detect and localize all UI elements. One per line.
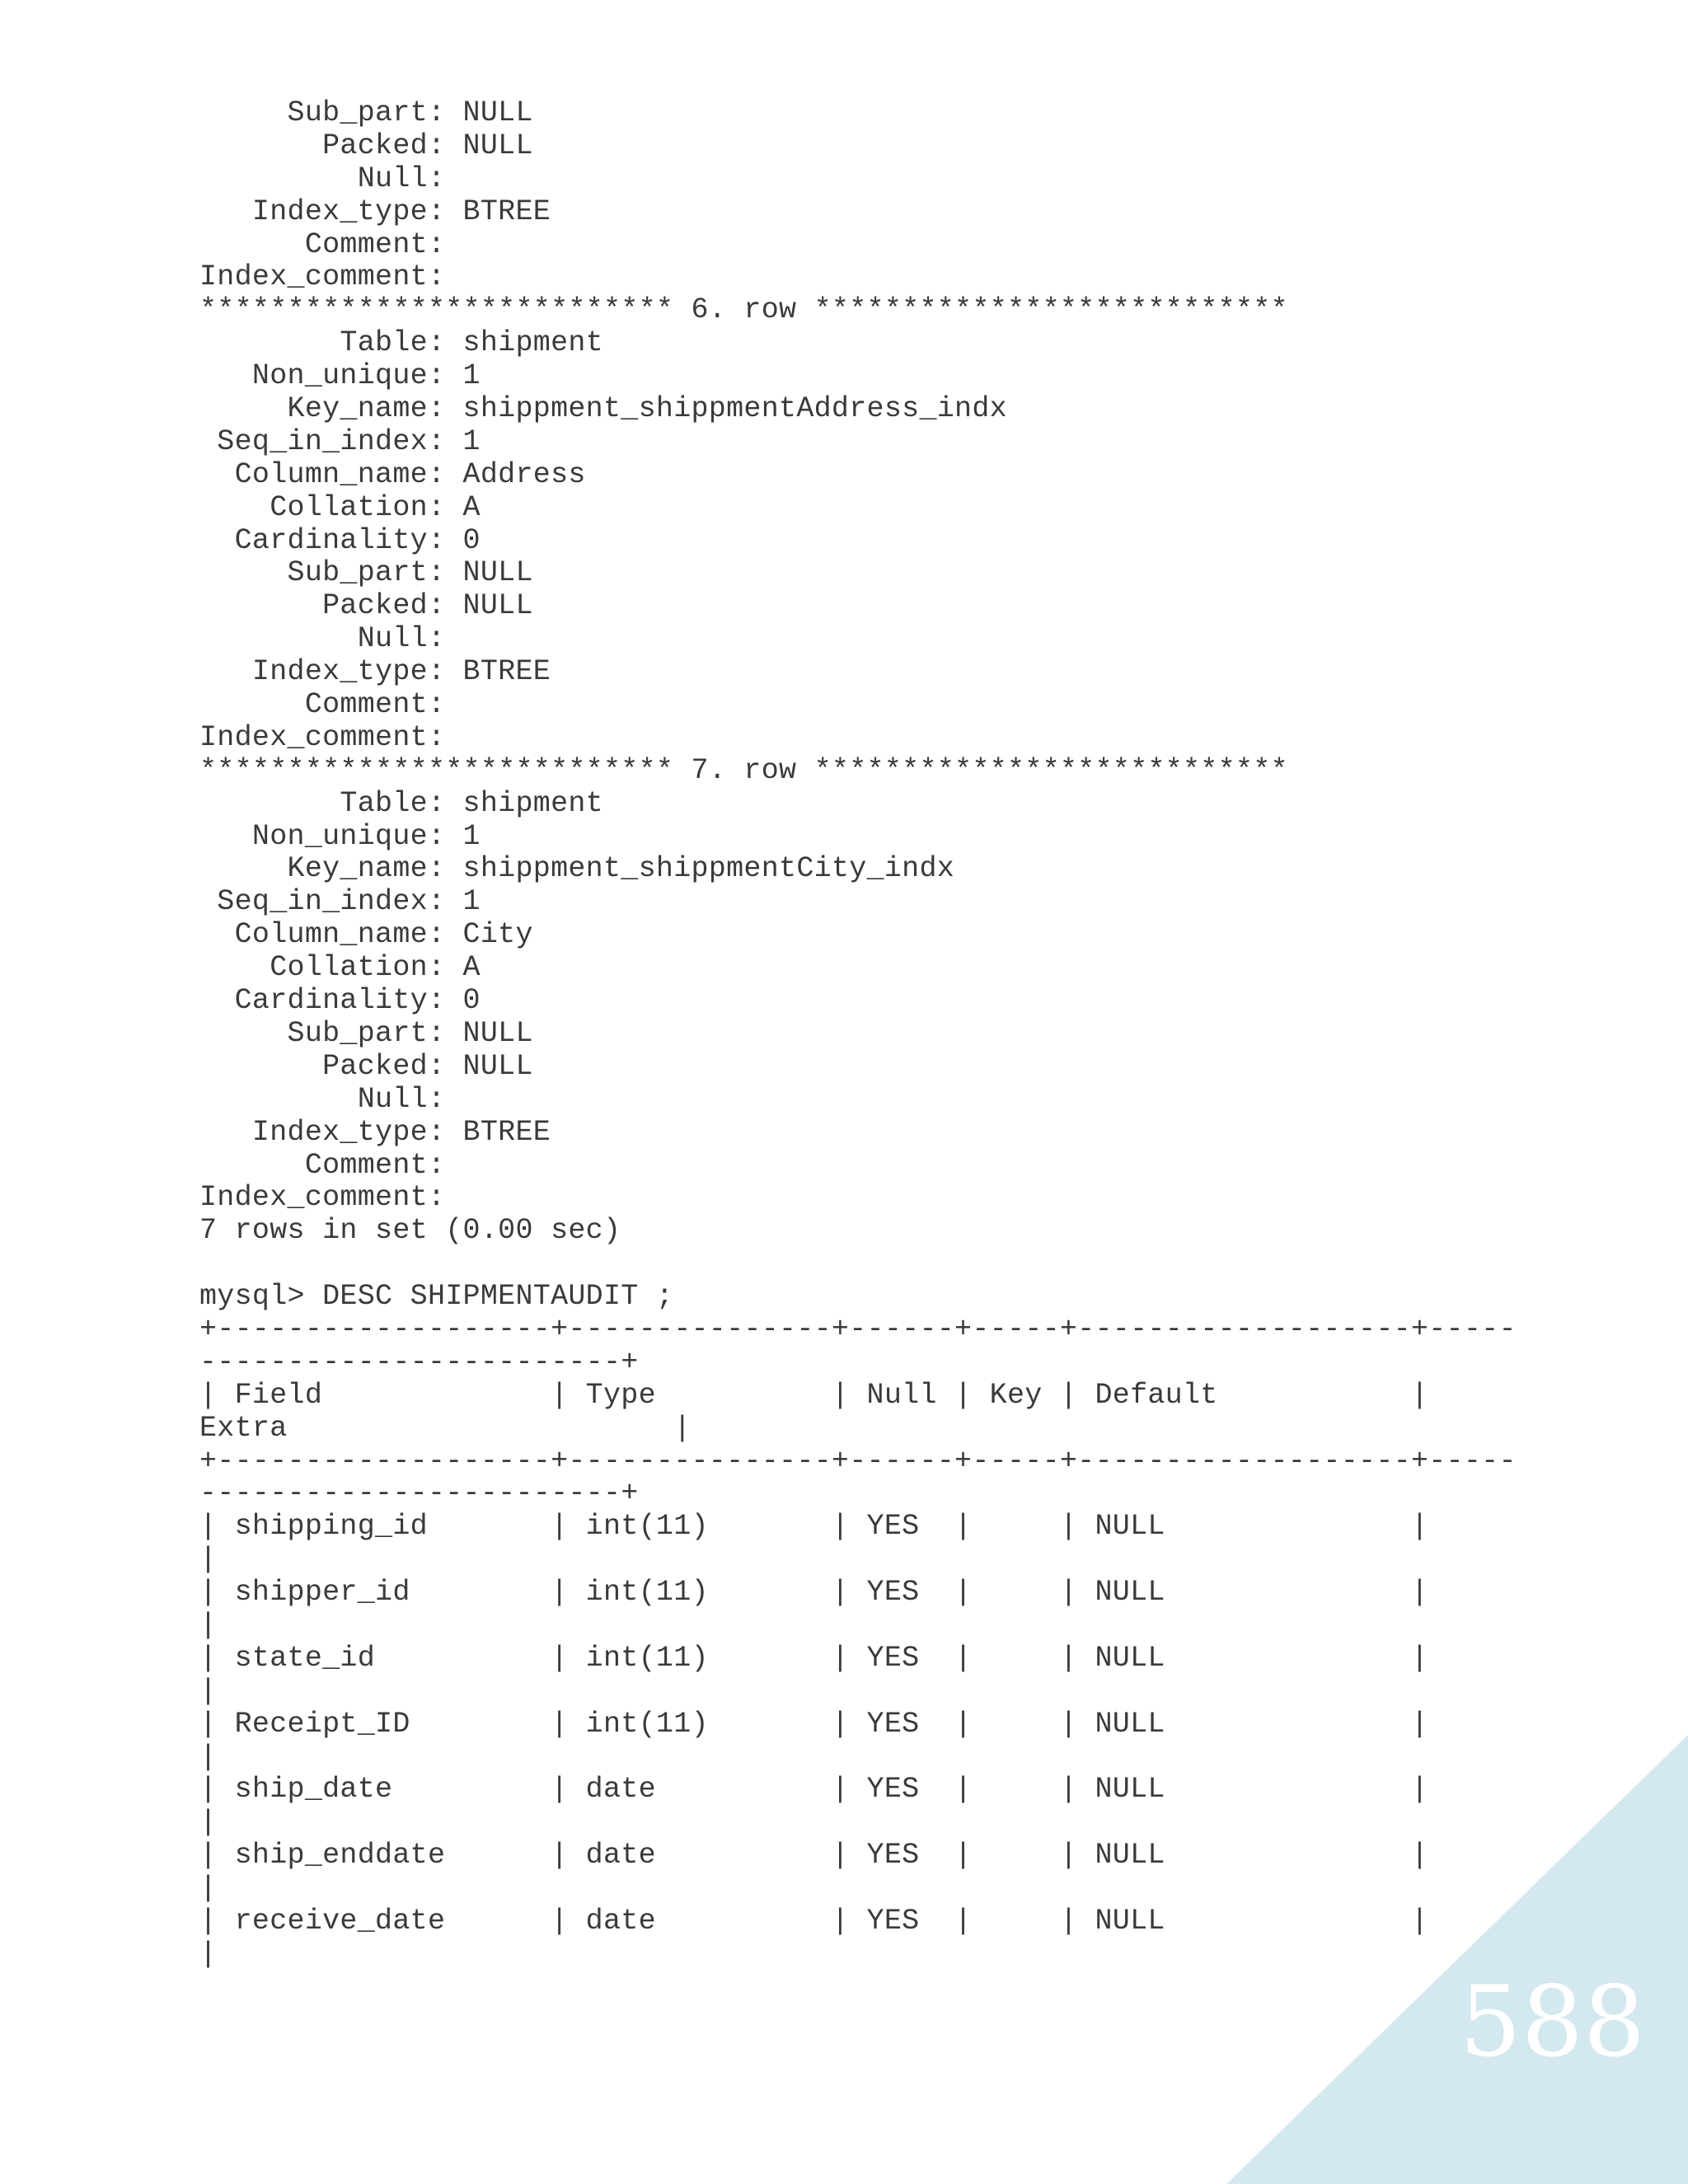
output-line: Index_comment: [199, 260, 463, 294]
table-header: | Field | Type | Null | Key | Default | [199, 1378, 1429, 1412]
output-line: Non_unique: 1 [199, 819, 481, 853]
table-row: | [199, 1608, 218, 1642]
table-row: | [199, 1937, 218, 1971]
output-line: Comment: [199, 1148, 463, 1182]
table-header: Extra | [199, 1411, 692, 1445]
table-row: | receive_date | date | YES | | NULL | [199, 1904, 1429, 1938]
mysql-command: mysql> DESC SHIPMENTAUDIT ; [199, 1280, 674, 1314]
table-row: | shipping_id | int(11) | YES | | NULL | [199, 1510, 1429, 1544]
output-line: Sub_part: NULL [199, 1016, 533, 1050]
output-line: Cardinality: 0 [199, 523, 481, 557]
table-border: ------------------------+ [199, 1477, 639, 1511]
output-line: Comment: [199, 688, 463, 722]
table-row: | shipper_id | int(11) | YES | | NULL | [199, 1576, 1429, 1610]
output-line: Packed: NULL [199, 589, 533, 623]
output-line: Key_name: shippment_shippmentCity_indx [199, 852, 955, 886]
table-border: +-------------------+---------------+------+-----+-------------------+----- [199, 1444, 1517, 1478]
output-line: Sub_part: NULL [199, 556, 533, 590]
output-line: Seq_in_index: 1 [199, 424, 481, 458]
table-row: | [199, 1543, 218, 1577]
output-line: Key_name: shippment_shippmentAddress_indx [199, 392, 1007, 426]
output-line: Seq_in_index: 1 [199, 885, 481, 919]
output-line: Index_comment: [199, 1181, 463, 1215]
output-line: Table: shipment [199, 786, 603, 820]
output-line: Null: [199, 622, 463, 656]
output-line: Index_comment: [199, 720, 463, 754]
output-line: Sub_part: NULL [199, 96, 533, 129]
output-line: Non_unique: 1 [199, 359, 481, 393]
output-line: Packed: NULL [199, 129, 533, 162]
result-summary: 7 rows in set (0.00 sec) [199, 1214, 621, 1248]
table-border: ------------------------+ [199, 1345, 639, 1379]
blank-line [199, 1248, 1517, 1281]
output-line: Cardinality: 0 [199, 984, 481, 1018]
row-separator: *************************** 7. row *************************** [199, 753, 1288, 787]
table-row: | Receipt_ID | int(11) | YES | | NULL | [199, 1707, 1429, 1741]
output-line: Packed: NULL [199, 1049, 533, 1083]
table-row: | [199, 1872, 218, 1905]
output-line: Index_type: BTREE [199, 194, 551, 228]
table-row: | ship_date | date | YES | | NULL | [199, 1773, 1429, 1807]
output-line: Collation: A [199, 490, 481, 524]
terminal-output [199, 97, 1517, 1971]
row-separator: *************************** 6. row *************************** [199, 293, 1288, 327]
corner-triangle-decoration [1226, 1735, 1688, 2184]
table-row: | [199, 1674, 218, 1708]
page-number: 588 [1459, 1965, 1645, 2079]
table-row: | ship_enddate | date | YES | | NULL | [199, 1839, 1429, 1872]
corner-triangle [1226, 1735, 1688, 2184]
table-border: +-------------------+---------------+------+-----+-------------------+----- [199, 1312, 1517, 1346]
output-line: Table: shipment [199, 326, 603, 360]
output-line: Index_type: BTREE [199, 655, 551, 689]
table-row: | [199, 1806, 218, 1840]
table-row: | [199, 1740, 218, 1774]
output-line: Null: [199, 162, 463, 195]
output-line: Index_type: BTREE [199, 1115, 551, 1149]
output-line: Column_name: Address [199, 457, 586, 491]
output-line: Null: [199, 1082, 463, 1116]
output-line: Comment: [199, 227, 463, 261]
output-line: Column_name: City [199, 918, 533, 952]
output-line: Collation: A [199, 951, 481, 985]
table-row: | state_id | int(11) | YES | | NULL | [199, 1641, 1429, 1675]
